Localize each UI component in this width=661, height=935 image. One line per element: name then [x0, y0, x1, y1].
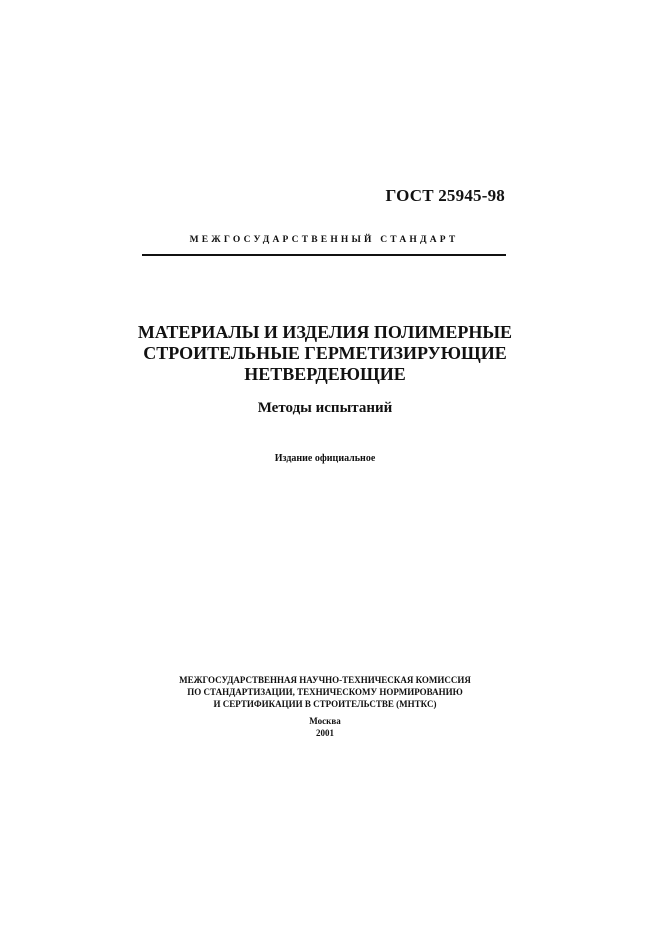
title-line: НЕТВЕРДЕЮЩИЕ — [244, 364, 406, 384]
edition-note: Издание официальное — [274, 453, 376, 464]
heading-divider — [142, 254, 506, 256]
imprint — [100, 715, 550, 739]
standard-type-heading: МЕЖГОСУДАРСТВЕННЫЙ СТАНДАРТ — [189, 235, 459, 245]
document-title — [100, 322, 550, 385]
document-subtitle: Методы испытаний — [257, 400, 393, 416]
title-line: СТРОИТЕЛЬНЫЕ ГЕРМЕТИЗИРУЮЩИЕ — [143, 343, 507, 363]
publisher-line: ПО СТАНДАРТИЗАЦИИ, ТЕХНИЧЕСКОМУ НОРМИРОВАНИЮ — [187, 687, 463, 697]
publication-year: 2001 — [316, 728, 334, 738]
publication-city: Москва — [309, 716, 341, 726]
standard-number: ГОСТ 25945-98 — [385, 186, 505, 205]
publisher-line: И СЕРТИФИКАЦИИ В СТРОИТЕЛЬСТВЕ (МНТКС) — [213, 699, 437, 709]
title-line: МАТЕРИАЛЫ И ИЗДЕЛИЯ ПОЛИМЕРНЫЕ — [137, 322, 513, 342]
publisher-block — [100, 674, 550, 710]
publisher-line: МЕЖГОСУДАРСТВЕННАЯ НАУЧНО-ТЕХНИЧЕСКАЯ КОМИССИЯ — [179, 675, 471, 685]
